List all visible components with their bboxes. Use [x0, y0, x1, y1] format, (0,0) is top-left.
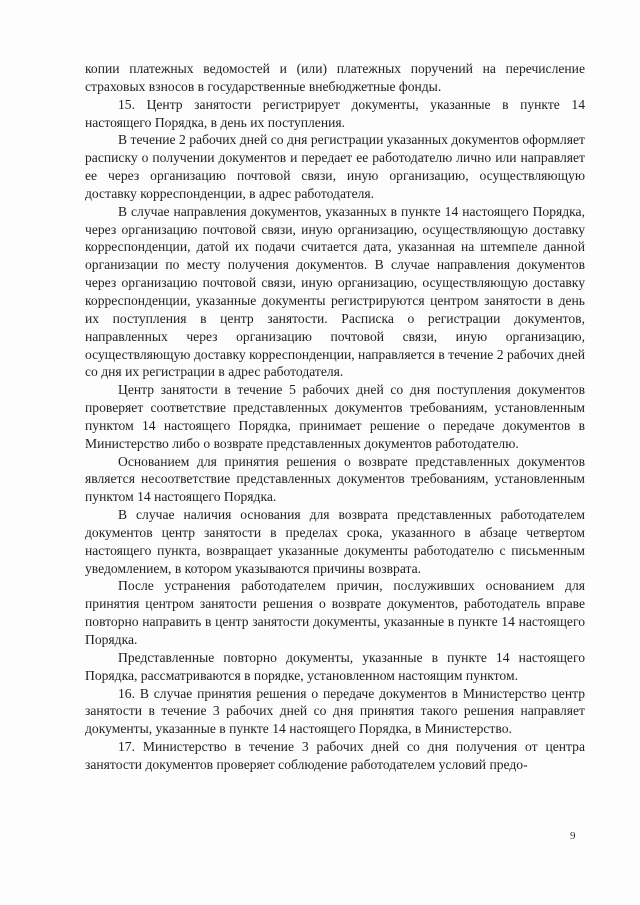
- paragraph: 16. В случае принятия решения о передаче документов в Министерство центр занятости в течение 3 рабочих дней со дня принятия такого решения направляет документы, указанные в пункте 14 настоящего Порядка, в Министерство.: [85, 685, 585, 737]
- paragraph: В течение 2 рабочих дней со дня регистрации указанных документов оформляет расписку о получении документов и передает ее работодателю лично или направляет ее через организацию почтовой связи, иную организацию, осуществляющую доставку корреспонденции, в адрес работодателя.: [85, 132, 585, 201]
- paragraph: Основанием для принятия решения о возврате представленных документов является несоответствие представленных документов требованиям, установленным пунктом 14 настоящего Порядка.: [85, 453, 585, 505]
- paragraph: Центр занятости в течение 5 рабочих дней со дня поступления документов проверяет соответствие представленных документов требованиям, установленным пунктом 14 настоящего Порядка, принимает решение о передаче документов в Министерство либо о возврате представленных документов работодателю.: [85, 382, 585, 451]
- document-body: [85, 60, 585, 774]
- paragraph: 17. Министерство в течение 3 рабочих дней со дня получения от центра занятости документов проверяет соблюдение работодателем условий предо-: [85, 739, 585, 772]
- paragraph: 15. Центр занятости регистрирует документы, указанные в пункте 14 настоящего Порядка, в день их поступления.: [85, 96, 585, 130]
- paragraph: копии платежных ведомостей и (или) платежных поручений на перечисление страховых взносов в государственные внебюджетные фонды.: [85, 61, 585, 94]
- paragraph: После устранения работодателем причин, послуживших основанием для принятия центром занятости решения о возврате документов, работодатель вправе повторно направить в центр занятости документы, указанные в пункте 14 настоящего Порядка.: [85, 578, 585, 647]
- paragraph: В случае наличия основания для возврата представленных работодателем документов центр занятости в пределах срока, указанного в абзаце четвертом настоящего пункта, возвращает указанные документы работодателю с письменным уведомлением, в котором указываются причины возврата.: [85, 507, 585, 576]
- paragraph: В случае направления документов, указанных в пункте 14 настоящего Порядка, через организацию почтовой связи, иную организацию, осуществляющую доставку корреспонденции, датой их подачи считается дата, указанная на штемпеле данной организации по месту получения документов. В случае направления документов через организацию почтовой связи, иную организацию, осуществляющую доставку корреспонденции, указанные документы регистрируются центром занятости в день их поступления в центр занятости. Расписка о регистрации документов, направленных через организацию почтовой связи, иную организацию, осуществляющую доставку корреспонденции, направляется в течение 2 рабочих дней со дня их регистрации в адрес работодателя.: [85, 203, 585, 380]
- paragraph: Представленные повторно документы, указанные в пункте 14 настоящего Порядка, рассматриваются в порядке, установленном настоящим пунктом.: [85, 649, 585, 683]
- page-number: 9: [570, 830, 576, 842]
